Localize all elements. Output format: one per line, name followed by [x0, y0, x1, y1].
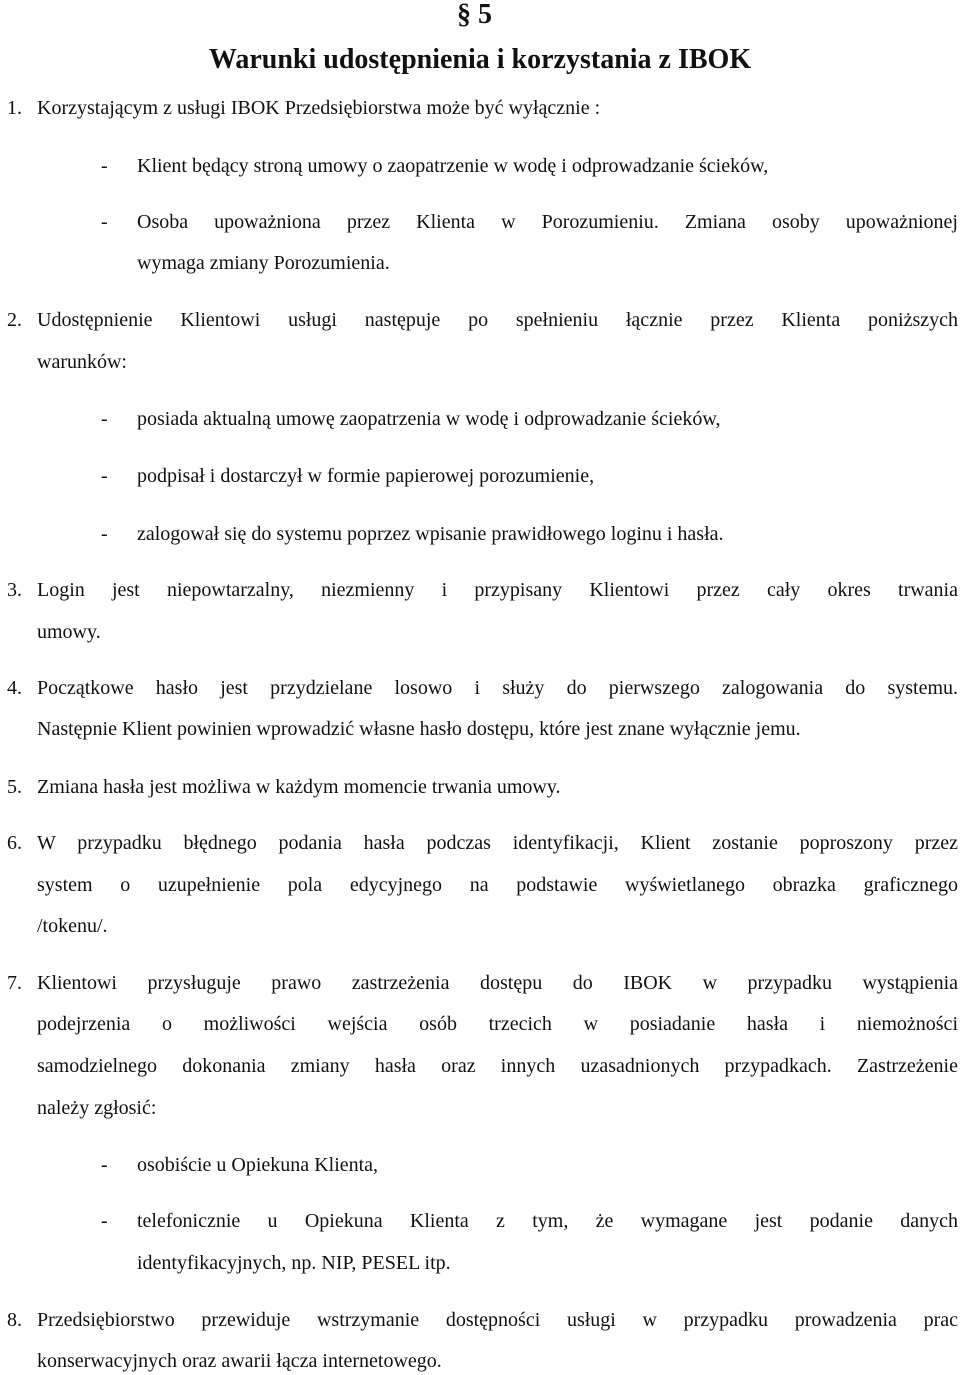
item-text: Następnie Klient powinien wprowadzić własne hasło dostępu, które jest znane wyłącznie jemu.: [37, 718, 801, 740]
item-number: 2.: [7, 309, 22, 331]
item-text: Zmiana hasła jest możliwa w każdym momencie trwania umowy.: [37, 776, 561, 798]
item-text: Początkowe hasło jest przydzielane losowo i służy do pierwszego zalogowania do systemu.: [37, 677, 958, 699]
list-dash: -: [101, 465, 108, 487]
item-text: /tokenu/.: [37, 915, 108, 937]
item-number: 5.: [7, 776, 22, 798]
item-text: W przypadku błędnego podania hasła podczas identyfikacji, Klient zostanie poproszony przez: [37, 832, 958, 854]
sub-item-text: podpisał i dostarczył w formie papierowej porozumienie,: [137, 465, 595, 487]
item-text: warunków:: [37, 351, 127, 373]
list-dash: -: [101, 155, 108, 177]
item-text: Login jest niepowtarzalny, niezmienny i przypisany Klientowi przez cały okres trwania: [37, 579, 958, 601]
item-number: 6.: [7, 832, 22, 854]
list-dash: -: [101, 211, 108, 233]
list-dash: -: [101, 408, 108, 430]
item-number: 8.: [7, 1309, 22, 1331]
sub-item-text: identyfikacyjnych, np. NIP, PESEL itp.: [137, 1252, 451, 1274]
item-text: podejrzenia o możliwości wejścia osób trzecich w posiadanie hasła i niemożności: [37, 1013, 958, 1035]
list-dash: -: [101, 1210, 108, 1232]
sub-item-text: posiada aktualną umowę zaopatrzenia w wodę i odprowadzanie ścieków,: [137, 408, 721, 430]
list-dash: -: [101, 523, 108, 545]
sub-item-text: wymaga zmiany Porozumienia.: [137, 252, 390, 274]
section-number: § 5: [457, 0, 492, 30]
item-text: Korzystającym z usługi IBOK Przedsiębiorstwa może być wyłącznie :: [37, 97, 601, 119]
item-text: system o uzupełnienie pola edycyjnego na podstawie wyświetlanego obrazka graficznego: [37, 874, 958, 896]
item-number: 3.: [7, 579, 22, 601]
list-dash: -: [101, 1154, 108, 1176]
item-number: 4.: [7, 677, 22, 699]
sub-item-text: telefonicznie u Opiekuna Klienta z tym, że wymagane jest podanie danych: [137, 1210, 958, 1232]
sub-item-text: zalogował się do systemu poprzez wpisanie prawidłowego loginu i hasła.: [137, 523, 724, 545]
page-title: Warunki udostępnienia i korzystania z IBOK: [208, 44, 752, 75]
item-text: umowy.: [37, 621, 101, 643]
item-text: należy zgłosić:: [37, 1097, 157, 1119]
sub-item-text: Klient będący stroną umowy o zaopatrzenie w wodę i odprowadzanie ścieków,: [137, 155, 769, 177]
item-text: konserwacyjnych oraz awarii łącza internetowego.: [37, 1350, 442, 1372]
item-text: Przedsiębiorstwo przewiduje wstrzymanie dostępności usługi w przypadku prowadzenia prac: [37, 1309, 958, 1331]
sub-item-text: Osoba upoważniona przez Klienta w Porozumieniu. Zmiana osoby upoważnionej: [137, 211, 958, 233]
item-text: Klientowi przysługuje prawo zastrzeżenia dostępu do IBOK w przypadku wystąpienia: [37, 972, 958, 994]
item-text: Udostępnienie Klientowi usługi następuje po spełnieniu łącznie przez Klienta poniższych: [37, 309, 958, 331]
item-number: 7.: [7, 972, 22, 994]
sub-item-text: osobiście u Opiekuna Klienta,: [137, 1154, 379, 1176]
item-text: samodzielnego dokonania zmiany hasła oraz innych uzasadnionych przypadkach. Zastrzeżenie: [37, 1055, 958, 1077]
item-number: 1.: [7, 97, 22, 119]
